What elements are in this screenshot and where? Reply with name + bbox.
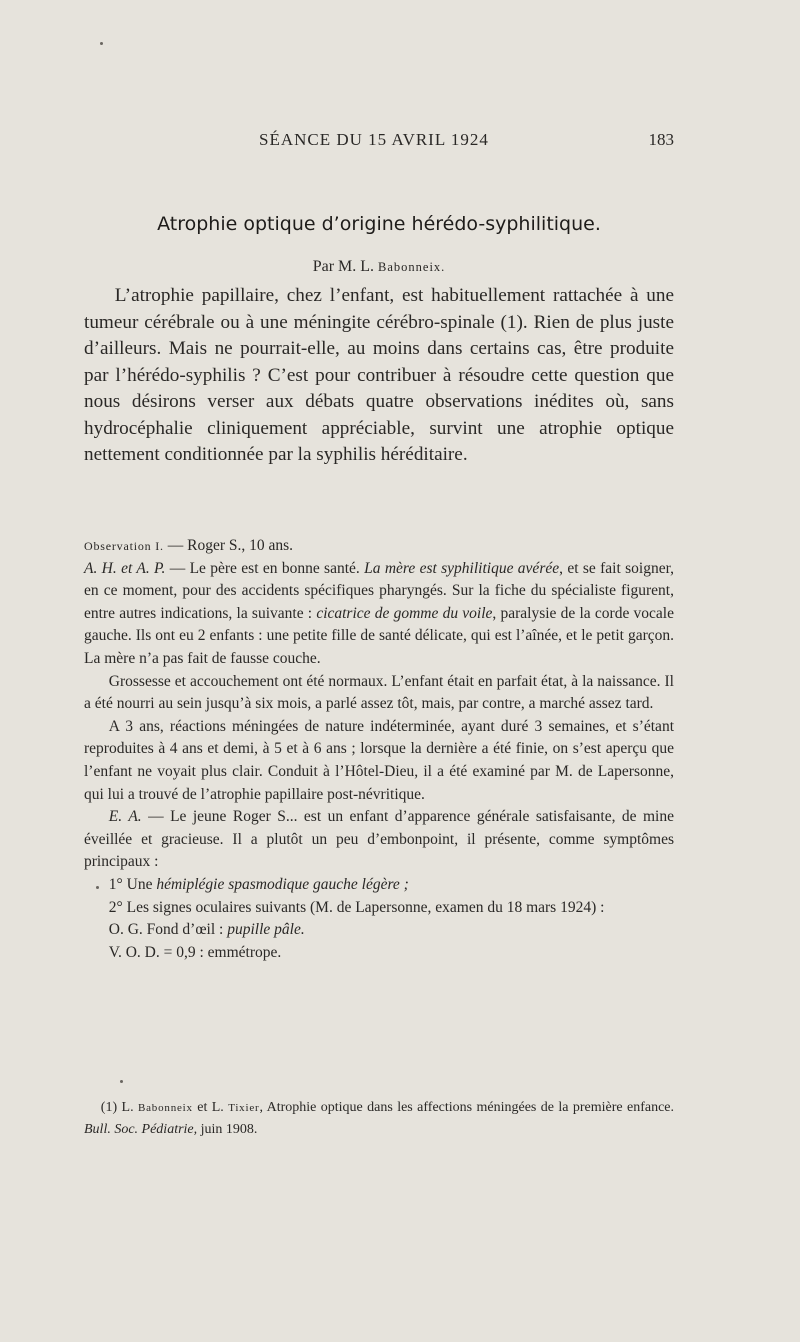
- footnote: (1) L. Babonneix et L. Tixier, Atrophie optique dans les affections méningées de la première enfance. Bull. Soc. Pédiatrie, juin 1908.: [84, 1100, 675, 1137]
- mother-syphilis-note: La mère est syphilitique avérée: [364, 559, 560, 577]
- byline-prefix: Par M. L.: [312, 258, 375, 275]
- intro-text: [84, 283, 674, 469]
- byline-author: Babonneix.: [378, 260, 446, 274]
- scan-speck: [120, 1080, 123, 1083]
- article-title: Atrophie optique d’origine hérédo-syphilitique.: [157, 213, 601, 235]
- intro-paragraph: L’atrophie papillaire, chez l’enfant, est habituellement rattachée à une tumeur cérébrale ou à une méningite cérébro-spinale (1). Rien de plus juste d’ailleurs. Mais ne pourrait-elle, au moins dans certains cas, être produite par l’hérédo-syphilis ? C’est pour contribuer à résoudre cette question que nous désirons verser aux débats quatre observations inédites où, sans hydrocéphalie cliniquement appréciable, survint une atrophie optique nettement conditionnée par la syphilis héréditaire.: [84, 285, 674, 465]
- observation-heading: [84, 535, 674, 558]
- symptom-item-2: 2° Les signes oculaires suivants (M. de Lapersonne, examen du 18 mars 1924) :: [108, 898, 605, 916]
- symptom-item-1: 1° Une hémiplégie spasmodique gauche légère ;: [108, 875, 409, 893]
- observation-subject: — Roger S., 10 ans.: [163, 537, 294, 554]
- left-eye-finding: O. G. Fond d’œil : pupille pâle.: [108, 921, 305, 939]
- meningeal-history-paragraph: A 3 ans, réactions méningées de nature indéterminée, ayant duré 3 semaines, et s’étant reproduites à 4 ans et demi, à 5 et à 6 ans ; lorsque la dernière a été finie, on s’est aperçu que l’enfant ne voyait plus clair. Conduit à l’Hôtel-Dieu, il a été examiné par M. de Lapersonne, qui lui a trouvé de l’atrophie papillaire post-névritique.: [84, 717, 674, 803]
- gumma-note: cicatrice de gomme du voile: [316, 604, 493, 622]
- scan-speck: [100, 42, 103, 45]
- pregnancy-paragraph: Grossesse et accouchement ont été normaux. L’enfant était en parfait état, à la naissance. Il a été nourri au sein jusqu’à six mois, a parlé assez tôt, mais, par contre, a marché assez tard.: [84, 672, 674, 713]
- article-byline: [84, 258, 674, 276]
- family-history-paragraph: A. H. et A. P. — Le père est en bonne santé. La mère est syphilitique avérée, et se fait soigner, en ce moment, pour des accidents spécifiques pharyngés. Sur la fiche du spécialiste figurent, entre autres indications, la suivante : cicatrice de gomme du voile, paralysie de la corde vocale gauche. Ils ont eu 2 enfants : une petite fille de santé délicate, qui est l’aînée, et le petit garçon. La mère n’a pas fait de fausse couche.: [84, 559, 674, 667]
- family-history-heading: A. H. et A. P.: [84, 559, 166, 577]
- observation-section: [84, 535, 674, 964]
- page-number: 183: [648, 130, 674, 149]
- current-state-paragraph: E. A. — Le jeune Roger S... est un enfant d’apparence générale satisfaisante, de mine éveillée et gracieuse. Il a plutôt un peu d’embonpoint, il présente, comme symptômes principaux :: [84, 808, 674, 871]
- right-eye-acuity: V. O. D. = 0,9 : emmétrope.: [108, 943, 282, 961]
- observation-label: Observation I.: [84, 539, 164, 553]
- running-head-title: SÉANCE DU 15 AVRIL 1924: [259, 130, 489, 149]
- current-state-heading: E. A.: [108, 808, 142, 826]
